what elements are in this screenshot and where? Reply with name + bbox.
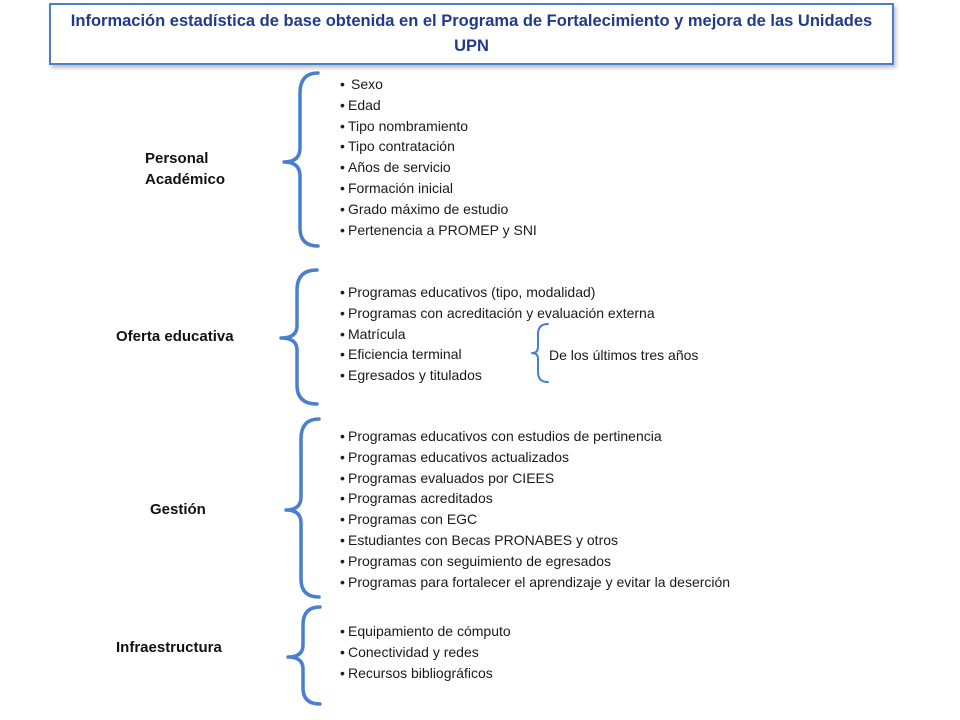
section-label-infraestructura: Infraestructura (116, 639, 222, 656)
diagram-title: Información estadística de base obtenida en el Programa de Fortalecimiento y mejora de las Unidades UPN (70, 12, 873, 55)
list-item: • Recursos bibliográficos (340, 664, 493, 681)
list-item: • Programas acreditados (340, 490, 493, 507)
section-label-oferta-educativa: Oferta educativa (116, 328, 234, 345)
list-item: • Sexo (340, 76, 383, 92)
list-item: • Programas educativos (tipo, modalidad) (340, 284, 596, 300)
list-item: • Matrícula (340, 325, 406, 342)
list-item: • Tipo nombramiento (340, 117, 469, 134)
list-item: • Programas evaluados por CIEES (340, 469, 555, 486)
list-item: • Conectividad y redes (340, 643, 479, 660)
brace-oferta-educativa (281, 270, 317, 404)
list-item: • Programas educativos con estudios de pertinencia (340, 428, 662, 444)
brace-personal-academico (284, 73, 318, 246)
annotation-ultimos-tres-anos: De los últimos tres años (549, 347, 699, 363)
list-item: • Programas con EGC (340, 511, 478, 528)
list-item: • Tipo contratación (340, 138, 455, 155)
list-gestion (340, 426, 730, 592)
list-item: • Programas con acreditación y evaluación externa (340, 304, 655, 321)
section-label-personal-academico: Personal Académico (145, 150, 226, 188)
list-item: • Programas para fortalecer el aprendizaje y evitar la deserción (340, 573, 731, 590)
list-item: • Formación inicial (340, 179, 454, 196)
list-item: • Equipamiento de cómputo (340, 623, 511, 639)
list-item: • Estudiantes con Becas PRONABES y otros (340, 531, 619, 548)
list-oferta-educativa (340, 282, 655, 386)
title-box (49, 3, 894, 65)
brace-gestion (286, 419, 319, 597)
list-item: • Años de servicio (340, 159, 451, 176)
list-personal-academico (340, 74, 537, 240)
list-item: • Pertenencia a PROMEP y SNI (340, 221, 537, 238)
list-item: • Grado máximo de estudio (340, 200, 509, 217)
list-item: • Eficiencia terminal (340, 346, 462, 363)
list-item: • Programas con seguimiento de egresados (340, 552, 612, 569)
list-item: • Edad (340, 96, 381, 113)
section-label-gestion: Gestión (150, 501, 206, 518)
list-item: • Egresados y titulados (340, 367, 482, 384)
list-item: • Programas educativos actualizados (340, 448, 570, 465)
brace-infraestructura (288, 607, 320, 704)
list-infraestructura (340, 621, 511, 683)
